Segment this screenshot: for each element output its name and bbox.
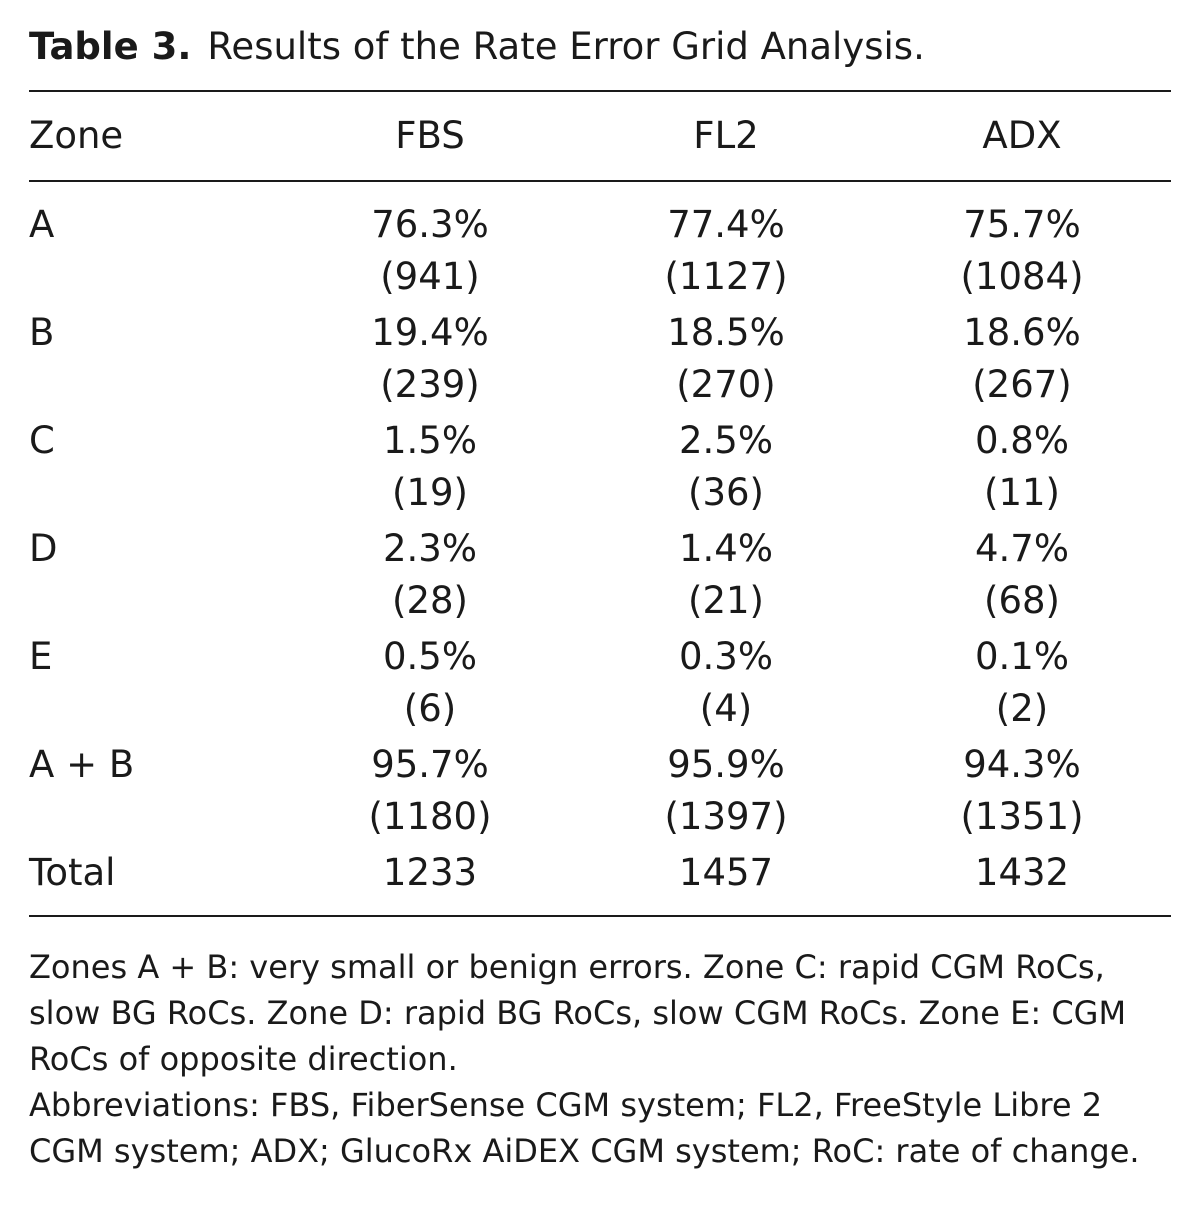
fbs-count: (19) [392, 471, 468, 514]
header-rule [29, 180, 1171, 182]
fbs-percent: 0.5% [383, 635, 477, 678]
table-row-total [0, 847, 1200, 901]
adx-count: (11) [984, 471, 1060, 514]
fl2-cell [626, 631, 826, 735]
adx-percent: 4.7% [975, 527, 1069, 570]
table-caption: Results of the Rate Error Grid Analysis. [207, 25, 925, 68]
fbs-cell [330, 523, 530, 627]
zones-footnote: Zones A + B: very small or benign errors. Zone C: rapid CGM RoCs, slow BG RoCs. Zone D: rapid BG RoCs, slow CGM RoCs. Zone E: CGM RoCs of opposite direction. [29, 948, 1127, 1078]
fl2-percent: 2.5% [679, 419, 773, 462]
fl2-percent: 95.9% [667, 743, 785, 786]
fbs-percent: 19.4% [371, 311, 489, 354]
adx-cell [922, 307, 1122, 411]
fl2-percent: 77.4% [667, 203, 785, 246]
table-row-zone-e [0, 631, 1200, 739]
fl2-count: (1397) [664, 795, 788, 838]
table-row-zone-b [0, 307, 1200, 415]
fl2-cell [626, 523, 826, 627]
top-rule [29, 90, 1171, 92]
fl2-count: (270) [676, 363, 776, 406]
table-row-zone-a [0, 199, 1200, 307]
table-row-zone-a-plus-b [0, 739, 1200, 847]
fbs-count: (1180) [368, 795, 492, 838]
fl2-cell [626, 199, 826, 303]
fl2-cell [626, 415, 826, 519]
fl2-total: 1457 [678, 851, 774, 894]
fl2-cell [626, 739, 826, 843]
adx-cell [922, 739, 1122, 843]
fl2-count: (1127) [664, 255, 788, 298]
fbs-percent: 2.3% [383, 527, 477, 570]
fbs-total: 1233 [382, 851, 478, 894]
zone-label: A + B [29, 743, 135, 786]
fbs-percent: 95.7% [371, 743, 489, 786]
fl2-percent: 18.5% [667, 311, 785, 354]
abbreviations-footnote: Abbreviations: FBS, FiberSense CGM system; FL2, FreeStyle Libre 2 CGM system; ADX; GlucoRx AiDEX CGM system; RoC: rate of change. [29, 1086, 1140, 1170]
fbs-count: (28) [392, 579, 468, 622]
fbs-count: (239) [380, 363, 480, 406]
table-title [29, 22, 925, 72]
fbs-cell [330, 199, 530, 303]
adx-total: 1432 [974, 851, 1070, 894]
adx-percent: 18.6% [963, 311, 1081, 354]
adx-count: (68) [984, 579, 1060, 622]
adx-percent: 0.1% [975, 635, 1069, 678]
zone-label: D [29, 527, 58, 570]
header-adx: ADX [982, 114, 1062, 157]
adx-count: (1084) [960, 255, 1084, 298]
fl2-count: (36) [688, 471, 764, 514]
fbs-cell [330, 415, 530, 519]
fbs-cell [330, 631, 530, 735]
table-label: Table 3. [29, 25, 192, 68]
fbs-percent: 1.5% [383, 419, 477, 462]
zone-label: E [29, 635, 53, 678]
table-row-zone-d [0, 523, 1200, 631]
fl2-percent: 1.4% [679, 527, 773, 570]
fl2-percent: 0.3% [679, 635, 773, 678]
fbs-count: (941) [380, 255, 480, 298]
adx-cell [922, 523, 1122, 627]
total-label: Total [29, 851, 116, 894]
table-row-zone-c [0, 415, 1200, 523]
fl2-count: (4) [699, 687, 753, 730]
fl2-cell [626, 307, 826, 411]
adx-percent: 0.8% [975, 419, 1069, 462]
adx-percent: 94.3% [963, 743, 1081, 786]
adx-cell [922, 199, 1122, 303]
table-body [0, 199, 1200, 901]
adx-count: (2) [995, 687, 1049, 730]
header-zone: Zone [29, 114, 124, 157]
table-footnotes [29, 944, 1171, 1174]
adx-cell [922, 631, 1122, 735]
fl2-count: (21) [688, 579, 764, 622]
zone-label: A [29, 203, 55, 246]
fbs-percent: 76.3% [371, 203, 489, 246]
zone-label: C [29, 419, 55, 462]
header-fbs: FBS [395, 114, 465, 157]
adx-count: (1351) [960, 795, 1084, 838]
bottom-rule [29, 915, 1171, 917]
header-fl2: FL2 [693, 114, 759, 157]
fbs-cell [330, 739, 530, 843]
fbs-count: (6) [403, 687, 457, 730]
zone-label: B [29, 311, 55, 354]
table-header-row [0, 110, 1200, 162]
adx-percent: 75.7% [963, 203, 1081, 246]
adx-cell [922, 415, 1122, 519]
adx-count: (267) [972, 363, 1072, 406]
fbs-cell [330, 307, 530, 411]
